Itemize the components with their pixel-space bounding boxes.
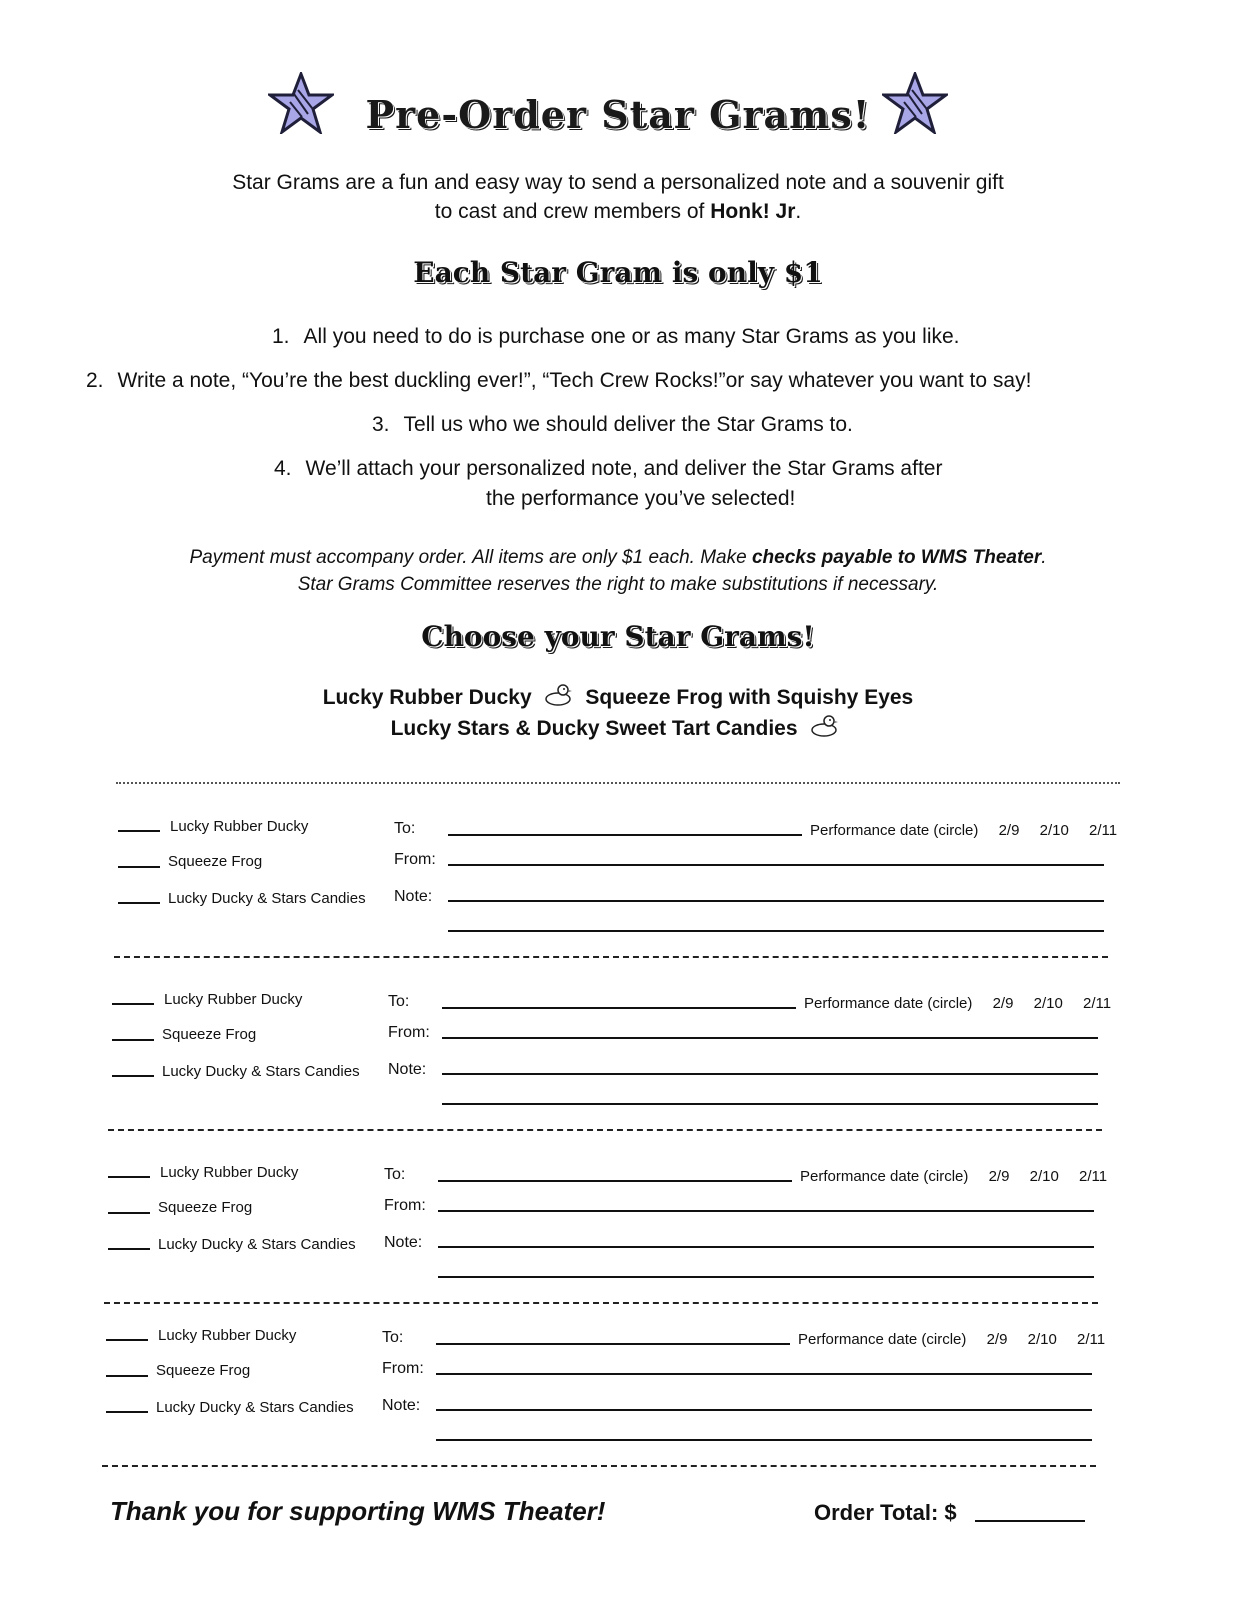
page-title: Pre-Order Star Grams! xyxy=(365,92,871,137)
item-label-candies: Lucky Ducky & Stars Candies xyxy=(158,1236,356,1253)
date-option[interactable]: 2/9 xyxy=(998,822,1020,839)
performance-date xyxy=(804,995,1111,1013)
duck-icon xyxy=(543,682,573,706)
qty-blank-frog[interactable] xyxy=(112,1039,154,1041)
item-lucky-rubber-ducky: Lucky Rubber Ducky xyxy=(322,686,532,709)
items-line-1 xyxy=(0,682,1236,713)
thank-you-message: Thank you for supporting WMS Theater! xyxy=(110,1496,606,1526)
from-label: From: xyxy=(394,851,436,868)
payment-bold-text: checks payable to WMS Theater xyxy=(751,547,1042,568)
to-field[interactable] xyxy=(448,834,802,836)
date-option[interactable]: 2/9 xyxy=(992,995,1014,1012)
cut-line xyxy=(102,1465,1096,1467)
note-label: Note: xyxy=(382,1397,421,1414)
step-number: 3. xyxy=(372,413,390,436)
item-label-frog: Squeeze Frog xyxy=(156,1362,251,1379)
from-field[interactable] xyxy=(438,1210,1094,1212)
item-candies: Lucky Stars & Ducky Sweet Tart Candies xyxy=(390,717,798,740)
intro-line-2 xyxy=(0,197,1236,226)
date-option[interactable]: 2/10 xyxy=(1027,1331,1057,1348)
note-field-line-2[interactable] xyxy=(442,1103,1098,1105)
item-label-frog: Squeeze Frog xyxy=(162,1026,257,1043)
items-line-2 xyxy=(0,713,1236,744)
item-label-frog: Squeeze Frog xyxy=(168,853,263,870)
date-option[interactable]: 2/9 xyxy=(986,1331,1008,1348)
to-field[interactable] xyxy=(436,1343,790,1345)
qty-blank-candies[interactable] xyxy=(108,1248,150,1250)
qty-blank-ducky[interactable] xyxy=(118,830,160,832)
intro-text xyxy=(0,168,1236,226)
item-label-candies: Lucky Ducky & Stars Candies xyxy=(168,890,366,907)
qty-blank-ducky[interactable] xyxy=(112,1003,154,1005)
from-label: From: xyxy=(388,1024,430,1041)
date-option[interactable]: 2/9 xyxy=(988,1168,1010,1185)
date-option[interactable]: 2/11 xyxy=(1088,822,1118,839)
payment-line-1 xyxy=(0,544,1236,571)
item-label-candies: Lucky Ducky & Stars Candies xyxy=(162,1063,360,1080)
item-label-ducky: Lucky Rubber Ducky xyxy=(160,1164,299,1181)
to-label: To: xyxy=(388,993,410,1010)
to-label: To: xyxy=(394,820,416,837)
divider-dotted xyxy=(116,782,1120,784)
item-label-frog: Squeeze Frog xyxy=(158,1199,253,1216)
step-text: Write a note, “You’re the best duckling ever!”, “Tech Crew Rocks!”or say whatever you want to say! xyxy=(117,369,1032,392)
date-option[interactable]: 2/11 xyxy=(1078,1168,1108,1185)
note-label: Note: xyxy=(394,888,433,905)
qty-blank-ducky[interactable] xyxy=(108,1176,150,1178)
item-label-ducky: Lucky Rubber Ducky xyxy=(170,818,309,835)
step-1 xyxy=(272,322,960,351)
date-option[interactable]: 2/10 xyxy=(1029,1168,1059,1185)
step-4-continued: the performance you’ve selected! xyxy=(486,487,796,510)
date-option[interactable]: 2/10 xyxy=(1039,822,1069,839)
performance-date xyxy=(798,1331,1105,1349)
to-label: To: xyxy=(384,1166,406,1183)
to-label: To: xyxy=(382,1329,404,1346)
perf-label: Performance date (circle) xyxy=(798,1331,967,1348)
intro-text-prefix: to cast and crew members of xyxy=(434,200,711,223)
step-4 xyxy=(274,454,942,483)
step-text: We’ll attach your personalized note, and deliver the Star Grams after xyxy=(305,457,943,480)
from-field[interactable] xyxy=(436,1373,1092,1375)
item-label-candies: Lucky Ducky & Stars Candies xyxy=(156,1399,354,1416)
step-number: 1. xyxy=(272,325,290,348)
step-text: Tell us who we should deliver the Star Grams to. xyxy=(403,413,853,436)
step-2 xyxy=(86,366,1031,395)
note-field[interactable] xyxy=(442,1073,1098,1075)
qty-blank-frog[interactable] xyxy=(118,866,160,868)
intro-text-suffix: . xyxy=(795,200,802,223)
note-field-line-2[interactable] xyxy=(436,1439,1092,1441)
payment-line-2: Star Grams Committee reserves the right to make substitutions if necessary. xyxy=(297,574,939,595)
note-field-line-2[interactable] xyxy=(448,930,1104,932)
intro-line-1: Star Grams are a fun and easy way to send a personalized note and a souvenir gift xyxy=(232,171,1004,194)
item-squeeze-frog: Squeeze Frog with Squishy Eyes xyxy=(585,686,914,709)
item-label-ducky: Lucky Rubber Ducky xyxy=(158,1327,297,1344)
duck-icon xyxy=(809,713,839,737)
performance-date xyxy=(810,822,1117,840)
cut-line xyxy=(114,956,1108,958)
show-name: Honk! Jr xyxy=(710,200,796,223)
step-number: 4. xyxy=(274,457,292,480)
qty-blank-frog[interactable] xyxy=(106,1375,148,1377)
order-total-field[interactable] xyxy=(975,1500,1085,1522)
step-3 xyxy=(372,410,853,439)
order-total-label: Order Total: $ xyxy=(814,1500,957,1525)
note-label: Note: xyxy=(388,1061,427,1078)
payment-notice xyxy=(0,544,1236,598)
perf-label: Performance date (circle) xyxy=(804,995,973,1012)
to-field[interactable] xyxy=(442,1007,796,1009)
perf-label: Performance date (circle) xyxy=(810,822,979,839)
date-option[interactable]: 2/11 xyxy=(1076,1331,1106,1348)
step-text: All you need to do is purchase one or as many Star Grams as you like. xyxy=(303,325,960,348)
cut-line xyxy=(104,1302,1098,1304)
price-heading: Each Star Gram is only $1 xyxy=(413,256,823,289)
perf-label: Performance date (circle) xyxy=(800,1168,969,1185)
note-field[interactable] xyxy=(436,1409,1092,1411)
note-field-line-2[interactable] xyxy=(438,1276,1094,1278)
choose-heading: Choose your Star Grams! xyxy=(421,620,815,653)
from-label: From: xyxy=(384,1197,426,1214)
qty-blank-ducky[interactable] xyxy=(106,1339,148,1341)
date-option[interactable]: 2/10 xyxy=(1033,995,1063,1012)
date-option[interactable]: 2/11 xyxy=(1082,995,1112,1012)
step-number: 2. xyxy=(86,369,104,392)
to-field[interactable] xyxy=(438,1180,792,1182)
item-label-ducky: Lucky Rubber Ducky xyxy=(164,991,303,1008)
performance-date xyxy=(800,1168,1107,1186)
note-label: Note: xyxy=(384,1234,423,1251)
order-total xyxy=(814,1500,1085,1526)
note-field[interactable] xyxy=(448,900,1104,902)
qty-blank-frog[interactable] xyxy=(108,1212,150,1214)
items-list xyxy=(0,682,1236,744)
from-field[interactable] xyxy=(442,1037,1098,1039)
from-field[interactable] xyxy=(448,864,1104,866)
from-label: From: xyxy=(382,1360,424,1377)
payment-suffix: . xyxy=(1041,547,1047,568)
qty-blank-candies[interactable] xyxy=(106,1411,148,1413)
qty-blank-candies[interactable] xyxy=(112,1075,154,1077)
payment-text: Payment must accompany order. All items are only $1 each. Make xyxy=(189,547,752,568)
cut-line xyxy=(108,1129,1102,1131)
qty-blank-candies[interactable] xyxy=(118,902,160,904)
note-field[interactable] xyxy=(438,1246,1094,1248)
